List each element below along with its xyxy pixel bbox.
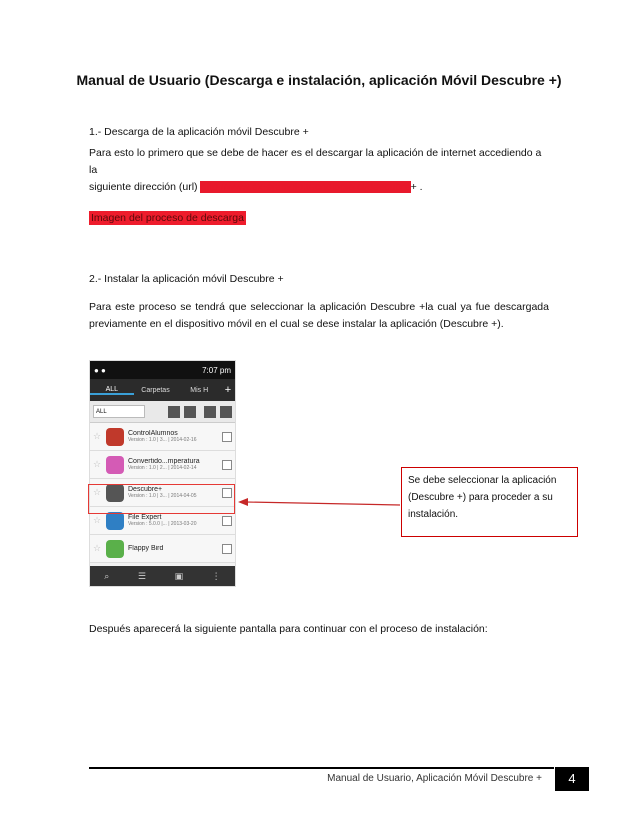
app-meta	[128, 514, 218, 527]
app-name: Flappy Bird	[128, 545, 164, 552]
section1-paragraph	[89, 145, 549, 196]
small-view-icon[interactable]	[220, 406, 232, 418]
app-version: Version : 1.0 | 2... | 2014-02-14	[128, 465, 197, 471]
star-icon[interactable]: ☆	[93, 431, 102, 441]
document-title: Manual de Usuario (Descarga e instalación, aplicación Móvil Descubre +)	[76, 72, 562, 88]
star-icon[interactable]: ☆	[93, 515, 102, 525]
after-text: Después aparecerá la siguiente pantalla para continuar con el proceso de instalación:	[89, 623, 488, 635]
section1-line2	[89, 179, 549, 196]
download-image-placeholder-label: Imagen del proceso de descarga	[91, 212, 244, 224]
app-checkbox[interactable]	[222, 544, 232, 554]
app-version: Version : 1.0 | 3... | 2014-04-05	[128, 493, 197, 499]
app-name: Convertido...mperatura	[128, 458, 200, 465]
app-list-item[interactable]	[90, 423, 235, 451]
large-view-icon[interactable]	[204, 406, 216, 418]
grid-view-icon[interactable]	[168, 406, 180, 418]
app-list-item[interactable]	[90, 451, 235, 479]
page-number: 4	[555, 767, 589, 791]
section1-heading: 1.- Descarga de la aplicación móvil Descubre +	[89, 126, 309, 138]
phone-toolbar	[90, 401, 235, 423]
search-icon[interactable]: ⌕	[104, 570, 110, 581]
app-list-item[interactable]	[90, 535, 235, 563]
app-meta	[128, 458, 218, 471]
app-name: File Expert	[128, 514, 162, 521]
app-checkbox[interactable]	[222, 516, 232, 526]
phone-nav-bar	[90, 566, 235, 586]
section1-line2-prefix: siguiente dirección (url)	[89, 181, 198, 193]
phone-tab-mis[interactable]: Mis H	[190, 386, 209, 394]
section1-line2-suffix: + .	[410, 181, 423, 193]
section2-heading: 2.- Instalar la aplicación móvil Descubre +	[89, 273, 284, 285]
phone-tab-all[interactable]: ALL	[90, 386, 134, 395]
status-time: 7:07 pm	[202, 365, 231, 375]
folder-icon[interactable]: ▣	[174, 570, 184, 581]
sort-icon[interactable]: ☰	[137, 570, 146, 581]
footer-text: Manual de Usuario, Aplicación Móvil Descubre +	[327, 773, 542, 784]
section2-paragraph: Para este proceso se tendrá que seleccionar la aplicación Descubre +la cual ya fue descargada previamente en el dispositivo móvil en el cual se dese instalar la aplicación (Descubre +).	[89, 301, 549, 330]
star-icon[interactable]: ☆	[93, 487, 102, 497]
descubre-row-highlight	[88, 484, 235, 514]
status-icons: ● ●	[94, 365, 106, 375]
section1-line1: Para esto lo primero que se debe de hacer es el descargar la aplicación de internet accediendo a la	[89, 147, 542, 176]
download-url-link[interactable]: http://www.ex-ejemplo.tecnologia.cl/descubre	[200, 181, 411, 193]
phone-filter-dropdown[interactable]: ALL	[93, 405, 145, 418]
list-view-icon[interactable]	[184, 406, 196, 418]
plus-icon[interactable]: +	[224, 384, 232, 396]
footer-divider	[89, 767, 554, 769]
star-icon[interactable]: ☆	[93, 459, 102, 469]
download-image-placeholder	[89, 208, 246, 226]
app-version: Version : 5.0.0 |... | 2013-03-20	[128, 521, 197, 527]
app-icon	[106, 456, 124, 474]
more-icon[interactable]: ⋮	[211, 570, 221, 581]
app-checkbox[interactable]	[222, 460, 232, 470]
phone-status-bar	[90, 361, 235, 379]
star-icon[interactable]: ☆	[93, 543, 102, 553]
callout-box: Se debe seleccionar la aplicación (Descubre +) para proceder a su instalación.	[401, 467, 578, 537]
phone-tab-carpetas[interactable]: Carpetas	[141, 386, 170, 394]
phone-screenshot	[89, 360, 236, 587]
app-checkbox[interactable]	[222, 432, 232, 442]
app-icon	[106, 428, 124, 446]
app-icon	[106, 512, 124, 530]
app-name: ControlAlumnos	[128, 430, 178, 437]
app-version: Version : 1.0 | 3... | 2014-02-16	[128, 437, 197, 443]
phone-tabs	[90, 379, 235, 401]
app-name: Descubre+	[128, 486, 163, 493]
app-meta	[128, 545, 218, 552]
app-icon	[106, 540, 124, 558]
app-meta	[128, 430, 218, 443]
callout-arrow	[236, 492, 402, 512]
